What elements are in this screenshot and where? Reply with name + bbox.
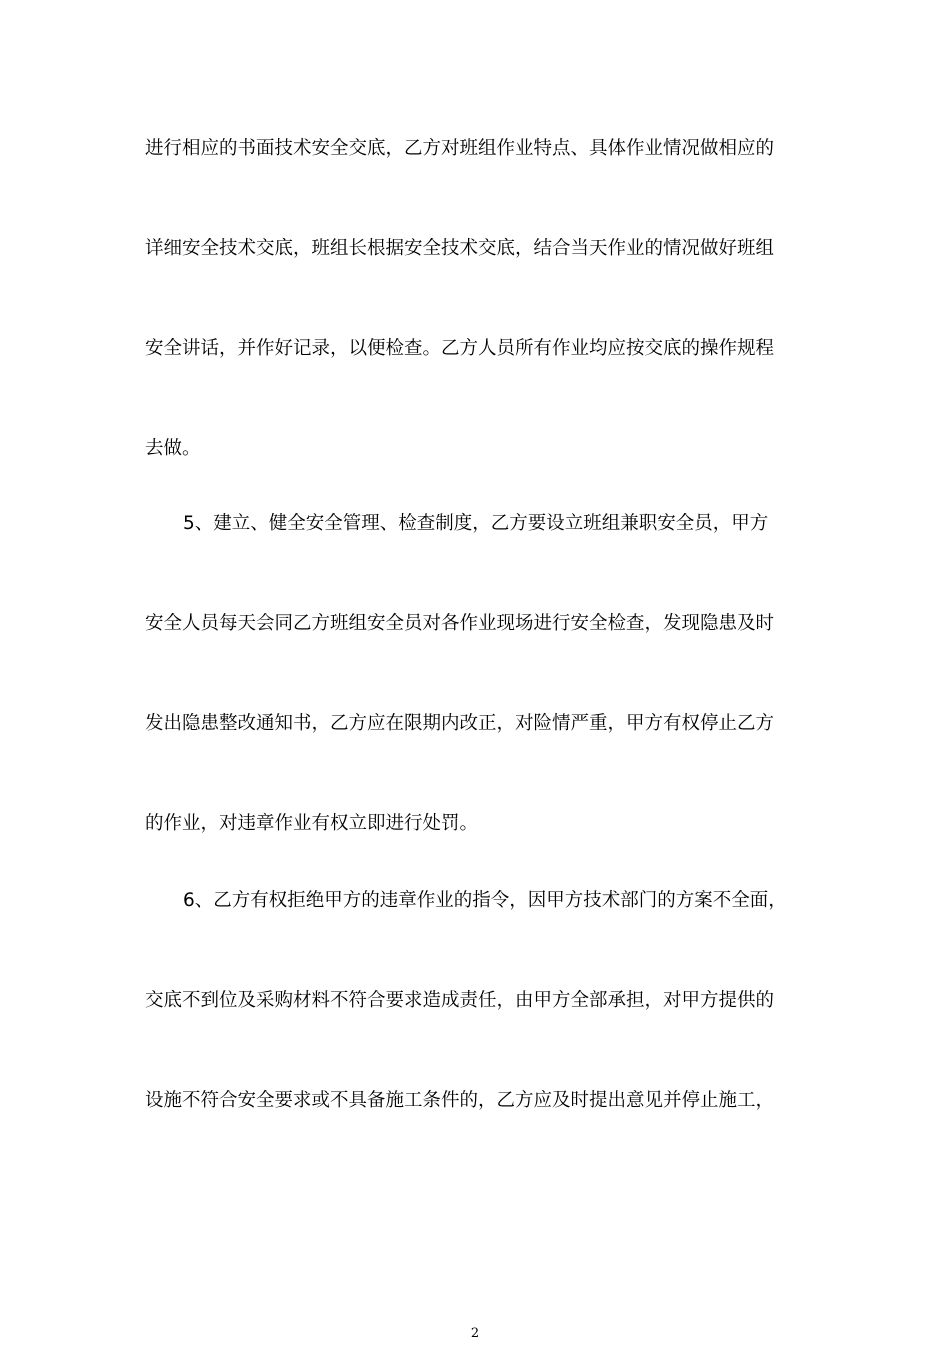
paragraph-6-first-line: 6、乙方有权拒绝甲方的违章作业的指令，因甲方技术部门的方案不全面， bbox=[183, 890, 787, 911]
text-line: 安全讲话，并作好记录，以便检查。乙方人员所有作业均应按交底的操作规程 bbox=[145, 338, 775, 359]
text-line: 的作业，对违章作业有权立即进行处罚。 bbox=[145, 813, 479, 834]
text-line: 发出隐患整改通知书，乙方应在限期内改正，对险情严重，甲方有权停止乙方 bbox=[145, 713, 775, 734]
paragraph-5-first-line: 5、建立、健全安全管理、检查制度，乙方要设立班组兼职安全员，甲方 bbox=[183, 513, 769, 534]
text-line: 去做。 bbox=[145, 438, 201, 459]
text-line: 设施不符合安全要求或不具备施工条件的，乙方应及时提出意见并停止施工， bbox=[145, 1090, 775, 1111]
page-number: 2 bbox=[470, 1326, 480, 1341]
text-line: 详细安全技术交底，班组长根据安全技术交底，结合当天作业的情况做好班组 bbox=[145, 238, 775, 259]
text-line: 交底不到位及采购材料不符合要求造成责任，由甲方全部承担，对甲方提供的 bbox=[145, 990, 775, 1011]
text-line: 进行相应的书面技术安全交底，乙方对班组作业特点、具体作业情况做相应的 bbox=[145, 138, 775, 159]
text-line: 安全人员每天会同乙方班组安全员对各作业现场进行安全检查，发现隐患及时 bbox=[145, 613, 775, 634]
